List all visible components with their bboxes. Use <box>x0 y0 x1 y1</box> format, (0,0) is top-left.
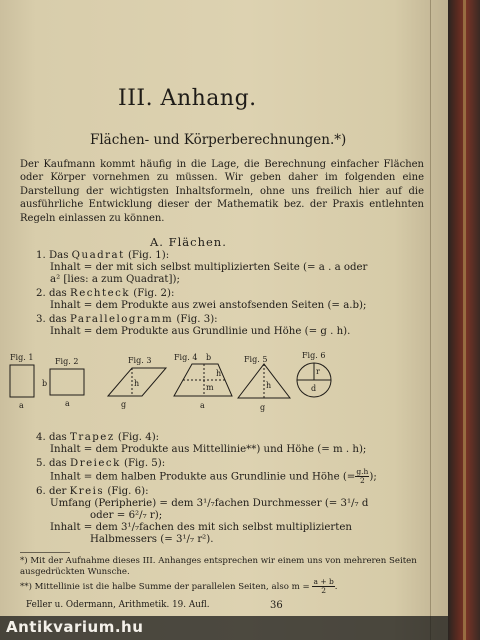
page-number: 36 <box>270 600 283 611</box>
fig-5-base-g: g <box>260 403 266 412</box>
fig-5-height-h: h <box>266 381 272 390</box>
fig-4-height-h: h <box>216 369 222 378</box>
fig-3-base-g: g <box>121 400 127 409</box>
item-6-line-2: oder = 6²/₇ r); <box>90 510 163 521</box>
item-5-line-1: Inhalt = dem halben Produkte aus Grundlinie und Höhe (= $\frac{g.h}{2}$ ); <box>50 467 377 485</box>
section-heading-a: A. Flächen. <box>150 235 227 249</box>
term-trapez: Trapez <box>70 432 115 443</box>
fig-4-midline-m: m <box>206 383 214 392</box>
fraction-g-h-over-2: $\frac{g.h}{2}$ <box>356 467 369 485</box>
figures-row <box>0 350 448 422</box>
item-6-line-4: Halbmessers (= 3¹/₇ r²). <box>90 534 214 545</box>
item-4-heading: 4. das Trapez (Fig. 4): <box>36 432 160 443</box>
item-6-line-1: Umfang (Peripherie) = dem 3¹/₇fachen Durchmesser (= 3¹/₇ d <box>50 498 369 509</box>
term-kreis: Kreis <box>69 486 105 497</box>
fig-6-diameter-d: d <box>311 384 317 393</box>
section-subtitle: Flächen- und Körperberechnungen.*) <box>90 132 347 148</box>
item-2-line-1: Inhalt = dem Produkte aus zwei anstofsenden Seiten (= a.b); <box>50 300 367 311</box>
fig-2-side-a: a <box>65 399 70 408</box>
item-4-line-1: Inhalt = dem Produkte aus Mittellinie**) und Höhe (= m . h); <box>50 444 367 455</box>
item-6-heading: 6. der Kreis (Fig. 6): <box>36 486 149 497</box>
rectangle-shape <box>50 369 84 395</box>
item-2-heading: 2. das Rechteck (Fig. 2): <box>36 288 175 299</box>
item-3-heading: 3. das Parallelogramm (Fig. 3): <box>36 314 218 325</box>
item-1-line-2: a² [lies: a zum Quadrat]); <box>50 274 180 285</box>
footnote-2: **) Mittellinie ist die halbe Summe der parallelen Seiten, also m = $\frac{a + b}{2}$ . <box>20 577 338 595</box>
watermark-bar <box>0 616 448 640</box>
intro-paragraph: Der Kaufmann kommt häufig in die Lage, die Berechnung einfacher Flächen oder Körper vornehmen zu müssen. Wir geben daher im folgenden eine Darstellung der wichtigsten Inhaltsformeln, ohne uns freilich hier auf die ausführliche Entwicklung dieser der Mathematik bez. der Praxis entlehnten Regeln einlassen zu können. <box>20 159 424 224</box>
fig-6-label: Fig. 6 <box>302 351 326 360</box>
term-rechteck: Rechteck <box>70 288 130 299</box>
fig-2-side-b: b <box>42 379 48 388</box>
item-3-line-1: Inhalt = dem Produkte aus Grundlinie und Höhe (= g . h). <box>50 326 351 337</box>
item-5-heading: 5. das Dreieck (Fig. 5): <box>36 458 166 469</box>
item-6-line-3: Inhalt = dem 3¹/₇fachen des mit sich selbst multiplizierten <box>50 522 352 533</box>
fig-5-label: Fig. 5 <box>244 355 268 364</box>
fraction-a-plus-b-over-2: $\frac{a + b}{2}$ <box>313 577 334 595</box>
book-cover-edge <box>448 0 480 640</box>
page-title: III. Anhang. <box>118 86 257 111</box>
item-1-line-1: Inhalt = der mit sich selbst multiplizierten Seite (= a . a oder <box>50 262 368 273</box>
fig-1-label: Fig. 1 <box>10 353 34 362</box>
fig-4-base-a: a <box>200 401 205 410</box>
footnotes <box>20 556 430 595</box>
fig-4-top-b: b <box>206 353 212 362</box>
item-1-heading: 1. Das Quadrat (Fig. 1): <box>36 250 170 261</box>
fig-4-label: Fig. 4 <box>174 353 198 362</box>
term-dreieck: Dreieck <box>70 458 121 469</box>
fig-6-radius-r: r <box>316 367 320 376</box>
footnote-1: *) Mit der Aufnahme dieses III. Anhanges entsprechen wir einem uns von mehreren Seiten ausgedrückten Wunsche. <box>20 556 417 577</box>
term-quadrat: Quadrat <box>71 250 125 261</box>
fig-3-label: Fig. 3 <box>128 356 152 365</box>
fig-3-height-h: h <box>134 379 140 388</box>
term-parallelogramm: Parallelogramm <box>70 314 174 325</box>
footnote-rule <box>20 552 70 553</box>
fig-1-side-a: a <box>19 401 24 410</box>
watermark-logo: Antikvarium.hu <box>6 618 144 636</box>
footer-book-reference: Feller u. Odermann, Arithmetik. 19. Aufl. <box>26 600 210 610</box>
page-shadow-line <box>430 0 431 640</box>
cover-stripe <box>463 0 466 640</box>
square-shape <box>10 365 34 397</box>
fig-2-label: Fig. 2 <box>55 357 79 366</box>
